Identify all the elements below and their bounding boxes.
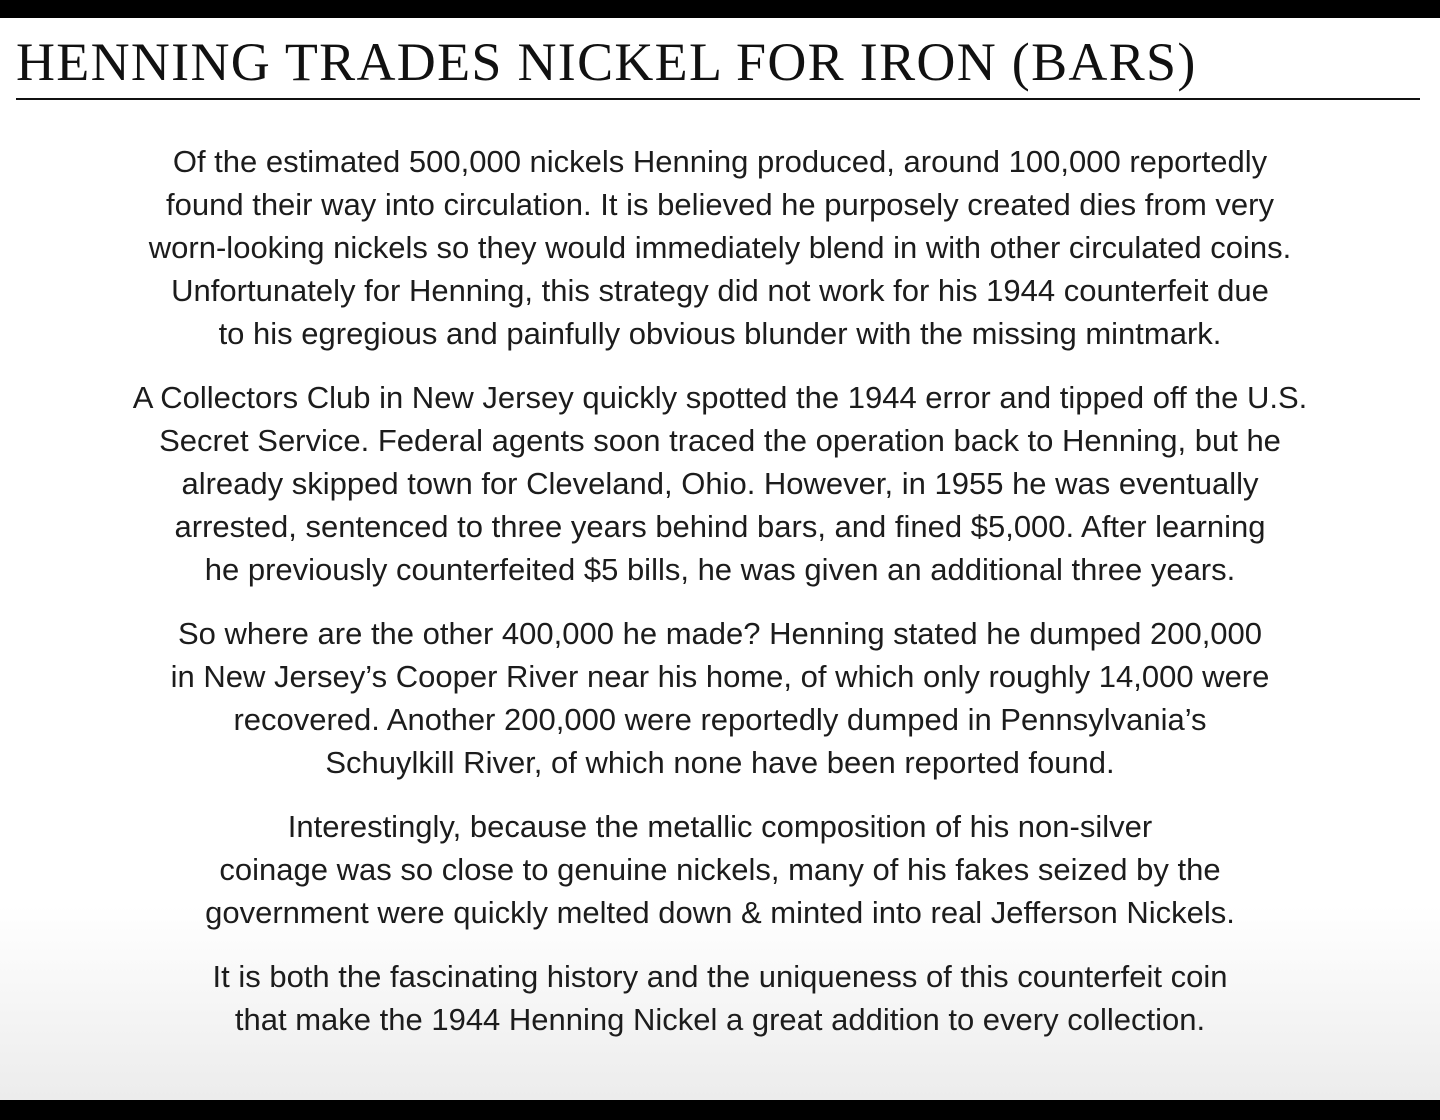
text-line: It is both the fascinating history and the uniqueness of this counterfeit coin: [212, 959, 1228, 994]
text-line: Secret Service. Federal agents soon traced the operation back to Henning, but he: [159, 423, 1281, 458]
text-line: Of the estimated 500,000 nickels Henning produced, around 100,000 reportedly: [172, 144, 1268, 179]
text-line: So where are the other 400,000 he made? Henning stated he dumped 200,000: [177, 616, 1263, 651]
paragraph-5: [8, 955, 1432, 1041]
text-line: Unfortunately for Henning, this strategy did not work for his 1944 counterfeit due: [171, 273, 1269, 308]
text-line: Interestingly, because the metallic composition of his non-silver: [287, 809, 1153, 844]
paragraph-4: [8, 805, 1432, 934]
text-line: already skipped town for Cleveland, Ohio. However, in 1955 he was eventually: [181, 466, 1259, 501]
paragraph-1: [8, 140, 1432, 355]
document-page: [0, 18, 1440, 1100]
text-line: Schuylkill River, of which none have been reported found.: [325, 745, 1115, 780]
text-line: coinage was so close to genuine nickels, many of his fakes seized by the: [219, 852, 1221, 887]
text-line: government were quickly melted down & minted into real Jefferson Nickels.: [205, 895, 1235, 930]
text-line: A Collectors Club in New Jersey quickly spotted the 1944 error and tipped off the U.S.: [132, 380, 1308, 415]
paragraph-2: [8, 376, 1432, 591]
text-line: recovered. Another 200,000 were reportedly dumped in Pennsylvania’s: [233, 702, 1207, 737]
article-body: [8, 140, 1432, 1062]
text-line: worn-looking nickels so they would immediately blend in with other circulated coins.: [148, 230, 1292, 265]
text-line: to his egregious and painfully obvious blunder with the missing mintmark.: [218, 316, 1222, 351]
page-title: HENNING TRADES NICKEL FOR IRON (BARS): [16, 30, 1420, 100]
paragraph-3: [8, 612, 1432, 784]
text-line: he previously counterfeited $5 bills, he was given an additional three years.: [204, 552, 1236, 587]
text-line: in New Jersey’s Cooper River near his home, of which only roughly 14,000 were: [170, 659, 1270, 694]
text-line: arrested, sentenced to three years behind bars, and fined $5,000. After learning: [174, 509, 1266, 544]
text-line: found their way into circulation. It is believed he purposely created dies from very: [166, 187, 1274, 222]
text-line: that make the 1944 Henning Nickel a great addition to every collection.: [234, 1002, 1206, 1037]
